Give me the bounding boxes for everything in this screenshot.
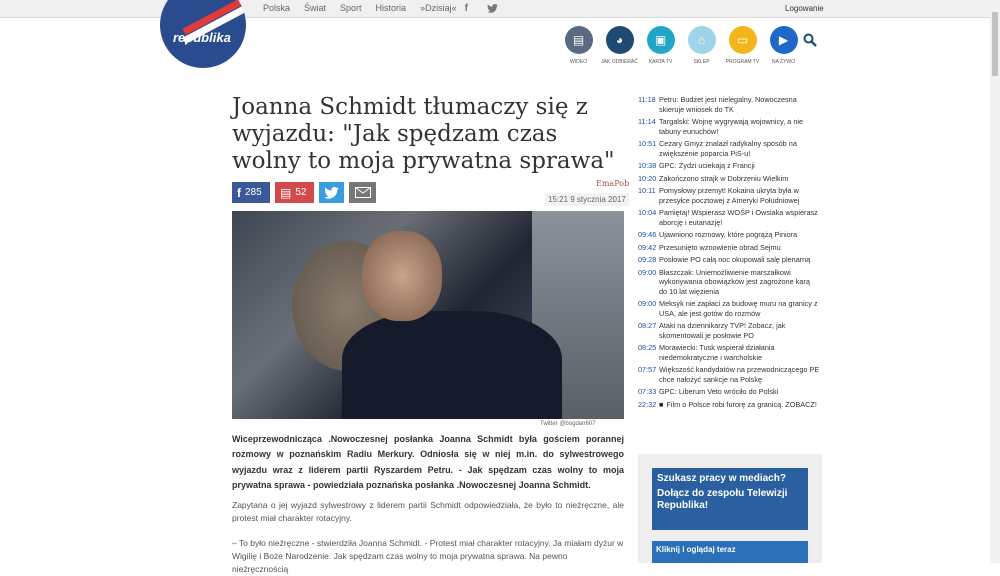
film-icon: ▤ (565, 26, 593, 54)
news-list (638, 95, 820, 412)
news-item[interactable] (638, 321, 820, 340)
icon-label: SKLEP (693, 59, 710, 65)
top-nav (263, 3, 498, 14)
nav-historia[interactable]: Historia (375, 3, 407, 13)
news-item[interactable] (638, 400, 820, 410)
news-headline: Przesunięto wznowienie obrad Sejmu (659, 242, 781, 252)
facebook-icon[interactable]: f (464, 3, 468, 14)
comments-button[interactable] (275, 182, 314, 203)
article-date: 15:21 9 stycznia 2017 (545, 193, 629, 206)
news-headline: Ujawniono rozmowy, które pogrążą Piniora (659, 230, 798, 239)
news-time: 09:00 (638, 267, 657, 277)
nav-sport[interactable]: Sport (340, 3, 362, 13)
news-item[interactable] (638, 243, 820, 253)
news-time: 10:38 (638, 161, 657, 170)
news-headline: Petru: Budżet jest nielegalny. Nowoczesna skieruje wniosek do TK (659, 95, 797, 114)
envelope-icon (355, 187, 371, 198)
news-headline: Meksyk nie zapłaci za budowę muru na granicy z USA, ale jest gotów do rozmów (659, 299, 818, 318)
basket-icon: ⌂ (688, 26, 716, 54)
nav-swiat[interactable]: Świat (304, 3, 327, 13)
watch-ad-banner[interactable] (652, 541, 808, 563)
ad-line-1: Szukasz pracy w mediach? (657, 473, 786, 484)
news-time: 09:28 (638, 255, 657, 264)
comments-count: 52 (295, 187, 307, 198)
news-item[interactable] (638, 230, 820, 240)
news-time: 22:32 (638, 399, 657, 409)
search-icon[interactable] (803, 33, 817, 47)
article-lead: Wiceprzewodnicząca .Nowoczesnej posłanka Joanna Schmidt była gościem porannej rozmowy w poznańskim Radiu Merkury. Odniosła się w niej m.in. do sylwestrowego wyjazdu wraz z liderem partii Ryszardem Petru. - Jak spędzam czas wolny to moja prywatna sprawa - powiedziała poznańska posłanka .Nowoczesnej Joanna Schmidt. (232, 434, 624, 491)
news-headline: Błaszczak: Uniemożliwienie marszałkowi wykonywania obowiązków jest zagrożone karą do 10 lat więzienia (659, 267, 810, 296)
facebook-icon: f (237, 185, 241, 200)
card-icon: ▣ (647, 26, 675, 54)
news-headline: Morawiecki: Tusk wspierał działania niedemokratyczne i warcholskie (659, 343, 775, 362)
news-item[interactable] (638, 255, 820, 265)
news-time: 10:04 (638, 208, 657, 217)
republika-logo[interactable] (160, 0, 246, 68)
email-share-button[interactable] (349, 182, 376, 203)
icon-label: PROGRAM TV (725, 59, 760, 65)
news-headline: Ataki na dziennikarzy TVP! Zobacz, jak skomentowali je posłowie PO (659, 321, 786, 340)
news-headline: Film o Polsce robi furorę za granicą. ZOBACZ! (666, 399, 817, 409)
facebook-count: 285 (245, 187, 262, 198)
photo-person-face (362, 231, 442, 321)
news-time: 11:18 (638, 95, 656, 104)
icon-label: JAK ODBIERAĆ (601, 59, 638, 65)
article-author[interactable]: EmaPob (596, 179, 630, 188)
icon-label: WIDEO (570, 59, 587, 65)
news-time: 10:51 (638, 139, 657, 148)
satellite-icon: ◕ (606, 26, 634, 54)
news-headline: Pomysłowy przemyt! Kokaina ukryta była w przesyłce pocztowej z Ameryki Południowej (659, 186, 800, 205)
icon-wideo[interactable] (558, 26, 599, 65)
twitter-share-button[interactable] (319, 182, 344, 203)
news-item[interactable] (638, 95, 820, 114)
scrollbar[interactable] (990, 0, 1000, 563)
ad-line-2: Dołącz do zespołu Telewizji Republika! (657, 488, 788, 511)
login-link[interactable]: Logowanie (785, 4, 824, 13)
news-item[interactable] (638, 343, 820, 362)
news-headline: Zakończono strajk w Dobrzeniu Wielkim (659, 173, 789, 183)
photo-person-body (342, 311, 562, 419)
ad2-line-1: Kliknij i oglądaj teraz (656, 545, 736, 554)
news-time: 08:25 (638, 343, 657, 352)
logo-text: republika (173, 30, 231, 45)
news-headline: GPC: Liberum Veto wróciło do Polski (659, 387, 779, 396)
news-time: 10:20 (638, 173, 657, 183)
share-bar (232, 182, 376, 203)
twitter-icon[interactable] (487, 4, 498, 13)
news-item[interactable] (638, 387, 820, 397)
icon-label: KARTA TV (648, 59, 673, 65)
news-headline: Pamiętaj! Wspierasz WOŚP i Owsiaka wspierasz aborcję i eutanazję! (659, 208, 818, 227)
news-time: 11:14 (638, 117, 656, 126)
news-item[interactable] (638, 139, 820, 158)
video-icon: ■ (659, 399, 664, 409)
news-time: 07:33 (638, 387, 657, 396)
news-headline: GPC: Żydzi uciekają z Francji (659, 161, 755, 170)
twitter-icon (324, 187, 339, 199)
news-time: 09:42 (638, 242, 657, 252)
news-item[interactable] (638, 365, 820, 384)
service-icons (558, 26, 804, 65)
job-ad-banner[interactable] (652, 468, 808, 530)
news-time: 08:27 (638, 321, 657, 330)
play-icon: ▶ (770, 26, 798, 54)
icon-karta-tv[interactable] (640, 26, 681, 65)
tv-icon: ▭ (729, 26, 757, 54)
news-headline: Targalski: Wojnę wygrywają wojownicy, a nie tabuny eunuchów! (659, 117, 804, 136)
icon-sklep[interactable] (681, 26, 722, 65)
article-title: Joanna Schmidt tłumaczy się z wyjazdu: "Jak spędzam czas wolny to moja prywatna sprawa" (232, 94, 615, 174)
news-time: 10:11 (638, 186, 656, 195)
news-item[interactable] (638, 299, 820, 318)
news-time: 07:57 (638, 365, 657, 374)
photo-credit: Twitter @bogdan607 (540, 421, 596, 427)
news-item[interactable] (638, 161, 820, 171)
news-time: 09:00 (638, 299, 657, 308)
news-item[interactable] (638, 117, 820, 136)
news-item[interactable] (638, 186, 820, 205)
comment-icon: ▤ (280, 185, 292, 200)
news-item[interactable] (638, 174, 820, 184)
nav-polska[interactable]: Polska (263, 3, 291, 13)
article-photo (232, 211, 624, 419)
icon-jak-odbierac[interactable] (599, 26, 640, 65)
icon-na-zywo[interactable] (763, 26, 804, 65)
article-paragraph-1: Zapytana o jej wyjazd sylwestrowy z liderem partii Schmidt odpowiedziała, że było to nieźręczne, ale protest miał charakter rotacyjny. (232, 500, 624, 523)
icon-program-tv[interactable] (722, 26, 763, 65)
facebook-share-button[interactable] (232, 182, 270, 203)
news-item[interactable] (638, 208, 820, 227)
news-headline: Cezary Gmyz znalazł radykalny sposób na zwiększenie poparcia PiS-u! (659, 139, 797, 158)
icon-label: NA ŻYWO (771, 59, 796, 65)
article-paragraph-2: – To było nieźręczne - stwierdziła Joanna Schmidt. - Protest miał charakter rotacyjny. Ja miałam dyżur w Wigilię i Boże Narodzenie. Jak spędzam czas wolny to moja prywatna sprawa. Na pewno nieźręcznością (232, 538, 624, 574)
scrollbar-thumb[interactable] (992, 12, 998, 76)
news-item[interactable] (638, 268, 820, 297)
nav-dzisiaj[interactable]: »Dzisiaj« (420, 3, 457, 13)
news-time: 09:46 (638, 230, 657, 239)
news-headline: Posłowie PO całą noc okupowali salę plenarną (659, 255, 811, 264)
social-links (465, 3, 498, 14)
news-headline: Większość kandydatów na przewodniczącego PE chce nałożyć sankcje na Polskę (659, 365, 820, 384)
